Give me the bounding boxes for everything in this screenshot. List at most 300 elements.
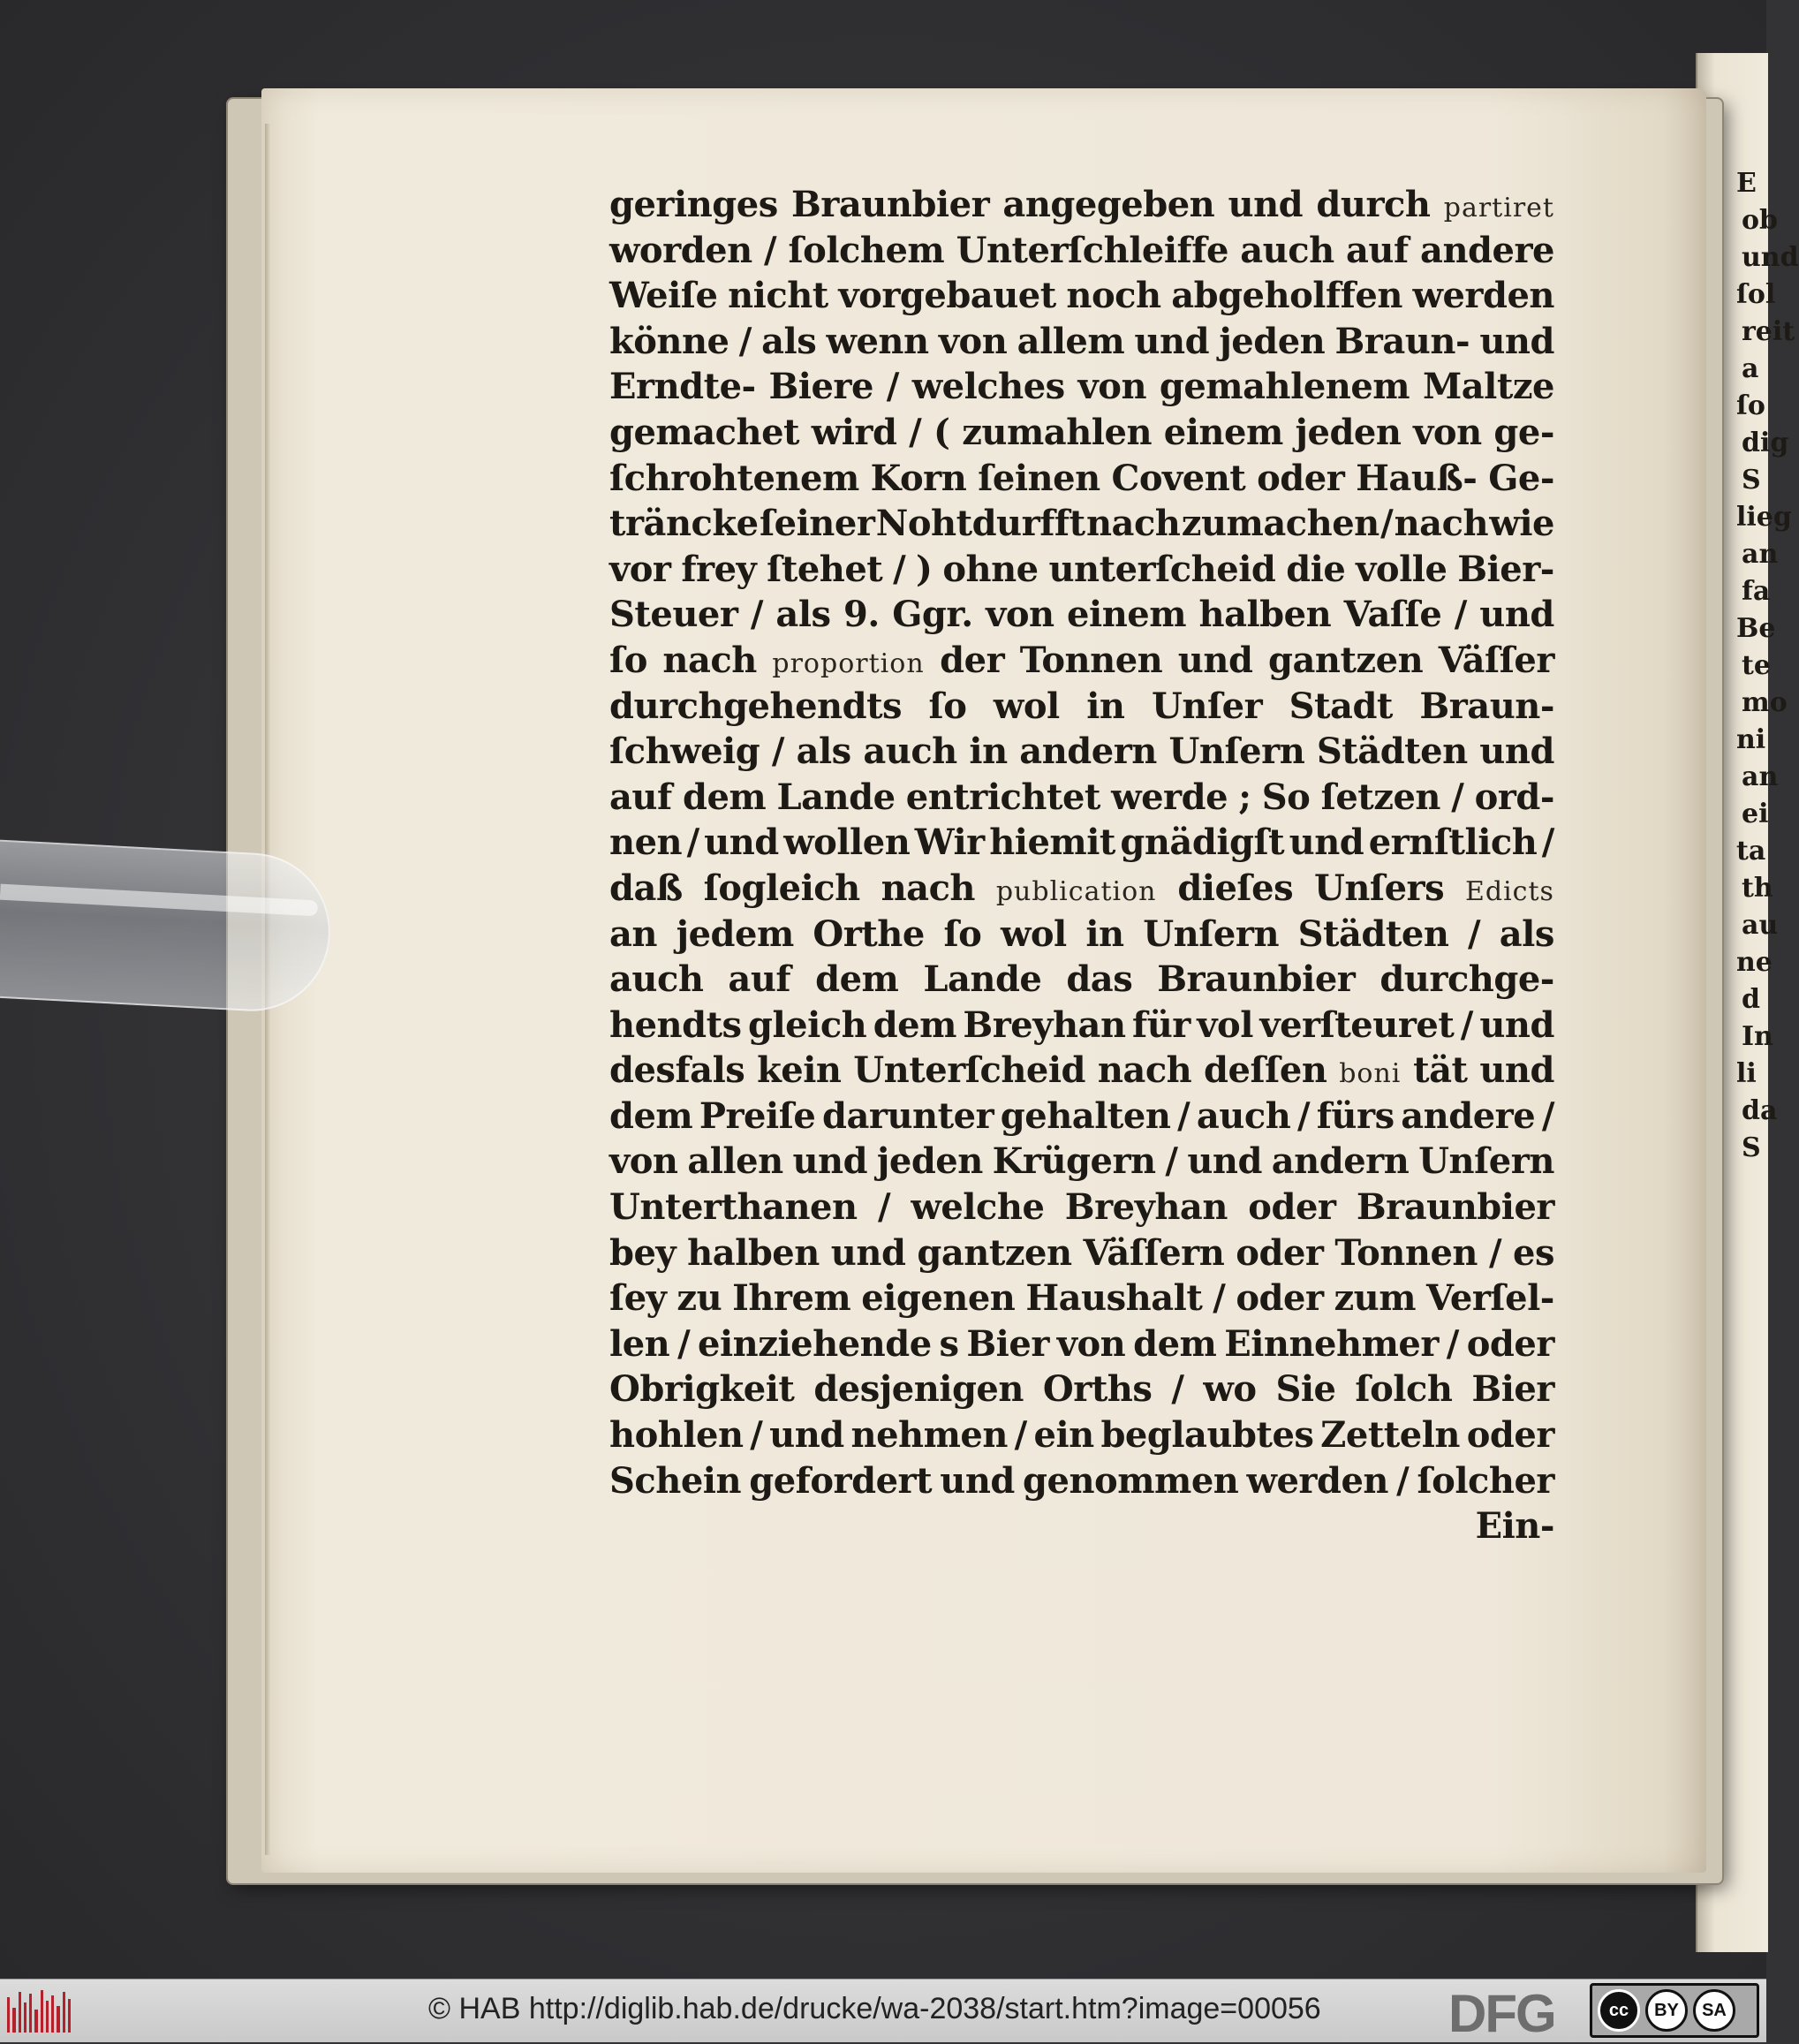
word: auf (609, 776, 672, 818)
word: Bier (966, 1322, 1049, 1365)
word: Unterſcheid (853, 1049, 1086, 1092)
word: ohne (942, 548, 1039, 590)
word: darunter (822, 1094, 994, 1137)
word: Väſſern (1083, 1231, 1225, 1274)
word: einem (1067, 594, 1187, 636)
word: durchge- (1379, 958, 1554, 1001)
word: dem (873, 1003, 956, 1046)
word: Braunbier (1157, 958, 1356, 1001)
next-page-fragment: E (1736, 168, 1757, 199)
word: ernſtlich (1368, 821, 1538, 864)
word: Steuer (609, 594, 738, 636)
word: fürs (1316, 1094, 1395, 1137)
word: von (1413, 411, 1482, 453)
text-line (609, 957, 1554, 1003)
word: / (893, 548, 906, 590)
hab-barcode-icon[interactable] (7, 1990, 71, 2033)
word: abgeholffen (1171, 275, 1402, 317)
word: ſchweig (609, 731, 760, 773)
word: oder (1466, 1414, 1554, 1457)
word: gefordert (749, 1459, 933, 1502)
word: / (1541, 1094, 1554, 1137)
word: Ihrem (732, 1277, 851, 1320)
next-page-fragment: Be (1736, 613, 1776, 644)
word: einem (1163, 411, 1283, 453)
text-line (609, 273, 1554, 319)
word: kein (757, 1049, 842, 1092)
word: wollen (783, 821, 911, 864)
next-page-fragment: an (1742, 539, 1779, 570)
word: Lande (923, 958, 1042, 1001)
word: eigenen (861, 1277, 1016, 1320)
word: gemahlenem (1159, 366, 1410, 408)
word: an (609, 912, 657, 955)
text-line (609, 364, 1554, 410)
word: auch (1196, 1094, 1291, 1137)
word: / (750, 594, 763, 636)
word: unterſcheid (1048, 548, 1276, 590)
next-page-fragment: a (1742, 353, 1759, 384)
word: in (1085, 912, 1124, 955)
next-page-fragment: au (1742, 910, 1779, 941)
word: geringes (609, 184, 778, 225)
word: wol (1000, 912, 1067, 955)
text-line (609, 1185, 1554, 1230)
text-line (609, 638, 1554, 684)
word: / (1541, 821, 1554, 864)
word: / (1380, 503, 1394, 545)
word: Verſel- (1426, 1277, 1554, 1320)
word: / (1171, 1368, 1184, 1411)
text-line (609, 1458, 1554, 1504)
word: Biere (768, 366, 873, 408)
word: frey (681, 548, 757, 590)
word: desjenigen (813, 1368, 1024, 1411)
share-alike-icon: SA (1693, 1989, 1735, 2032)
word: auf (1345, 229, 1409, 271)
word: zumahlen (962, 411, 1153, 453)
word: / (750, 1414, 763, 1457)
barcode-bar (29, 1994, 32, 2033)
word: ſchrohtenem (609, 457, 859, 499)
word: von (938, 320, 1008, 362)
word: Krügern (992, 1140, 1156, 1183)
next-page-fragment: dig (1742, 428, 1789, 458)
word: Tonnen (1019, 639, 1163, 681)
word: jeden (1219, 320, 1326, 362)
next-page-fragment: ne (1736, 947, 1773, 978)
word: ſolcher (1417, 1459, 1554, 1502)
word: jeden (876, 1140, 983, 1183)
text-line (609, 182, 1554, 228)
text-line (609, 866, 1554, 912)
barcode-bar (46, 2001, 49, 2033)
word: andere (1420, 229, 1554, 271)
word: andern (1019, 731, 1157, 773)
word: ſo (928, 685, 967, 727)
barcode-bar (68, 1999, 71, 2033)
word: len (609, 1322, 670, 1365)
latin-word: Edicts (1464, 875, 1554, 907)
barcode-bar (24, 2002, 26, 2033)
word: welche (911, 1186, 1045, 1229)
word: nen (609, 821, 683, 864)
word: träncke (609, 503, 759, 545)
word: andern (1271, 1140, 1410, 1183)
copyright-link[interactable]: © HAB http://diglib.hab.de/drucke/wa-2038/start.htm?image=00056 (428, 1992, 1321, 2025)
word: Covent (1111, 457, 1246, 499)
word: Preiſe (699, 1094, 816, 1137)
word: und (1479, 1049, 1554, 1092)
word: gehalten (1000, 1094, 1171, 1137)
word: Vaſſe (1343, 594, 1442, 636)
word: Orths (1042, 1368, 1153, 1411)
word: werde (1111, 776, 1228, 818)
word: andere (1401, 1094, 1536, 1137)
word: das (1066, 958, 1133, 1001)
text-line (609, 1139, 1554, 1185)
word: einziehende (698, 1322, 932, 1365)
next-page-fragment: fa (1742, 576, 1771, 607)
word: Orthe (813, 912, 925, 955)
text-line (609, 456, 1554, 502)
word: / (1213, 1277, 1226, 1320)
word: nehmen (850, 1414, 1008, 1457)
word: ſo (943, 912, 982, 955)
text-line (609, 501, 1554, 547)
word: Weiſe (609, 275, 718, 317)
next-page-fragment: te (1742, 650, 1771, 681)
word: / (764, 229, 777, 271)
word: Bier- (1457, 548, 1554, 590)
word: Ge- (1488, 457, 1554, 499)
word: ) (916, 548, 933, 590)
word: ein (1033, 1414, 1094, 1457)
text-line (609, 1048, 1554, 1094)
barcode-bar (19, 1992, 21, 2033)
word: allem (1017, 320, 1125, 362)
next-page-fragment: mo (1742, 687, 1788, 718)
catchword-text: Ein- (1475, 1505, 1554, 1548)
word: zu (677, 1277, 722, 1320)
word: wenn (826, 320, 929, 362)
word: als (761, 320, 817, 362)
word: noch (1066, 275, 1161, 317)
word: Bier (1471, 1368, 1554, 1411)
word: in (1086, 685, 1125, 727)
word: es (1513, 1231, 1554, 1274)
word: Unterſchleiffe (956, 229, 1228, 271)
word: s (939, 1322, 959, 1365)
word: Braun- (1419, 685, 1554, 727)
word: dem (682, 776, 767, 818)
next-page-fragment: ſol (1736, 279, 1776, 310)
barcode-bar (63, 1992, 65, 2033)
word: und (1177, 639, 1253, 681)
word: wol (993, 685, 1060, 727)
word: nach (662, 639, 757, 681)
barcode-bar (57, 2006, 59, 2033)
word: werden (1412, 275, 1554, 317)
word: und (940, 1459, 1015, 1502)
word: für (1131, 1003, 1191, 1046)
word: und (1187, 1140, 1262, 1183)
word: wird (811, 411, 897, 453)
word: gantzen (917, 1231, 1072, 1274)
text-line (609, 1366, 1554, 1412)
barcode-bar (34, 2010, 37, 2033)
word: auch (609, 958, 704, 1001)
text-line (609, 1094, 1554, 1139)
word: / (1446, 1322, 1459, 1365)
word: gnädigſt (1120, 821, 1285, 864)
word: / (1454, 594, 1467, 636)
word: durch (1316, 184, 1431, 225)
word: / (686, 821, 699, 864)
word: nach (1085, 503, 1181, 545)
word: vor (609, 548, 671, 590)
word: und (1134, 320, 1210, 362)
word: Braunbier (790, 184, 990, 225)
word: dem (1133, 1322, 1217, 1365)
word: Städten (1297, 912, 1449, 955)
word: halben (1198, 594, 1332, 636)
word: wo (1203, 1368, 1257, 1411)
next-page-fragment: li (1736, 1058, 1757, 1089)
text-line (609, 1276, 1554, 1321)
next-page-fragment: S (1742, 465, 1761, 496)
word: Breyhan (1064, 1186, 1228, 1229)
catchword (609, 1503, 1554, 1549)
text-line (609, 775, 1554, 821)
next-page-fragment: reit (1742, 316, 1795, 347)
word: Einnehmer (1224, 1322, 1439, 1365)
word: Breyhan (963, 1003, 1126, 1046)
word: Stadt (1289, 685, 1393, 727)
next-page-fragment: d (1742, 984, 1760, 1015)
word: Unterthanen (609, 1186, 858, 1229)
word: als (796, 731, 851, 773)
word: oder (1466, 1322, 1554, 1365)
next-page-fragment: ei (1742, 799, 1769, 829)
word: Unſern (1418, 1140, 1554, 1183)
word: desfals (609, 1049, 745, 1092)
word: ſo (609, 639, 647, 681)
barcode-bar (7, 1997, 10, 2033)
word: von (986, 594, 1054, 636)
word: ( (934, 411, 950, 453)
latin-word: boni (1339, 1058, 1402, 1090)
word: vorgebauet (838, 275, 1056, 317)
word: ſeinen (978, 457, 1100, 499)
word: Braunbier (1356, 1186, 1554, 1229)
word: könne (609, 320, 729, 362)
text-line (609, 319, 1554, 365)
word: und (1479, 320, 1554, 362)
word: / (1468, 912, 1481, 955)
word: auf (728, 958, 791, 1001)
word: jeden (1295, 411, 1402, 453)
word: / (1451, 776, 1464, 818)
word: von (1077, 366, 1147, 408)
word: Väſſer (1438, 639, 1554, 681)
word: in (969, 731, 1008, 773)
word: Ggr. (892, 594, 973, 636)
word: worden (609, 229, 752, 271)
word: der (940, 639, 1005, 681)
text-line (609, 410, 1554, 456)
word: oder (1257, 457, 1345, 499)
word: / (1460, 1003, 1473, 1046)
word: und (1479, 594, 1554, 636)
word: Wir (914, 821, 985, 864)
attribution-icon: BY (1645, 1989, 1688, 2032)
word: angegeben (1002, 184, 1215, 225)
word: welches (911, 366, 1065, 408)
text-line (609, 1321, 1554, 1367)
next-page-fragment: lieg (1736, 502, 1792, 533)
word: allen (687, 1140, 783, 1183)
word: daß (609, 867, 683, 909)
barcode-bar (41, 1990, 43, 2033)
word: Sie (1275, 1368, 1336, 1411)
word: und (1228, 184, 1304, 225)
next-page-fragment: ta (1736, 836, 1766, 867)
word: bey (609, 1231, 677, 1274)
word: Erndte- (609, 366, 756, 408)
word: die (1286, 548, 1346, 590)
word: ſetzen (1320, 776, 1440, 818)
word: / (1177, 1094, 1191, 1137)
word: Maltze (1422, 366, 1554, 408)
page-text (609, 182, 1554, 1549)
next-page-fragment: In (1742, 1021, 1773, 1052)
word: durchgehendts (609, 685, 903, 727)
word: / (909, 411, 922, 453)
word: als (1499, 912, 1554, 955)
word: / (1396, 1459, 1410, 1502)
word: von (1056, 1322, 1126, 1365)
word: ſolchem (788, 229, 945, 271)
word: oder (1248, 1186, 1336, 1229)
word: Braun- (1334, 320, 1470, 362)
word: dem (815, 958, 899, 1001)
word: dieſes (1177, 867, 1294, 909)
word: hendts (609, 1003, 742, 1046)
text-line (609, 729, 1554, 775)
word: oder (1236, 1231, 1324, 1274)
word: auch (1240, 229, 1334, 271)
word: nicht (728, 275, 828, 317)
word: oder (1236, 1277, 1324, 1320)
word: / (877, 1186, 891, 1229)
word: wie (1489, 503, 1554, 545)
word: ; (1238, 776, 1251, 818)
word: auch (863, 731, 957, 773)
word: Schein (609, 1459, 742, 1502)
next-page-fragment: an (1742, 761, 1779, 792)
word: / (1296, 1094, 1311, 1137)
word: beglaubtes (1100, 1414, 1314, 1457)
word: Unſern (1168, 731, 1305, 773)
word: / (1014, 1414, 1027, 1457)
word: Haushalt (1025, 1277, 1203, 1320)
barcode-bar (51, 1995, 54, 2033)
word: / (738, 320, 752, 362)
viewer-footer (0, 1979, 1766, 2042)
glass-clip (0, 839, 334, 1015)
next-page-fragment: und (1742, 242, 1799, 273)
text-line (609, 547, 1554, 593)
word: / (677, 1322, 691, 1365)
word: ſeiner (759, 503, 875, 545)
text-line (609, 228, 1554, 274)
word: ſtehet (767, 548, 883, 590)
word: Unſers (1313, 867, 1445, 909)
dfg-logo[interactable]: DFG (1448, 1984, 1555, 2043)
word: Zetteln (1320, 1414, 1460, 1457)
word: ge- (1493, 411, 1554, 453)
text-line (609, 684, 1554, 730)
word: ord- (1474, 776, 1554, 818)
word: Tonnen (1334, 1231, 1478, 1274)
word: Lande (776, 776, 896, 818)
word: Nohtdurfft (875, 503, 1085, 545)
word: Obrigkeit (609, 1368, 795, 1411)
next-page-fragment: ni (1736, 724, 1766, 755)
text-line (609, 1230, 1554, 1276)
word: ſogleich (703, 867, 860, 909)
latin-word: proportion (772, 647, 925, 679)
word: nach (1394, 503, 1489, 545)
text-line (609, 1003, 1554, 1048)
word: ſey (609, 1277, 667, 1320)
word: tät (1413, 1049, 1468, 1092)
word: zum (1334, 1277, 1417, 1320)
word: halben (687, 1231, 820, 1274)
word: als (775, 594, 831, 636)
creative-commons-badge[interactable] (1590, 1983, 1759, 2038)
word: Korn (870, 457, 967, 499)
word: / (886, 366, 899, 408)
word: genommen (1023, 1459, 1239, 1502)
word: nach (881, 867, 976, 909)
word: Hauß- (1356, 457, 1478, 499)
text-line (609, 912, 1554, 958)
word: und (1289, 821, 1364, 864)
word: entrichtet (905, 776, 1100, 818)
text-line (609, 592, 1554, 638)
next-page-fragment: th (1742, 873, 1773, 904)
word: und (769, 1414, 844, 1457)
next-page-fragment: ob (1742, 205, 1778, 236)
word: / (771, 731, 784, 773)
next-page-fragment: da (1742, 1095, 1778, 1126)
word: / (1165, 1140, 1178, 1183)
word: gleich (748, 1003, 867, 1046)
word: gemachet (609, 411, 800, 453)
word: nach (1097, 1049, 1192, 1092)
word: hiemit (989, 821, 1115, 864)
word: 9. (843, 594, 880, 636)
word: volle (1356, 548, 1448, 590)
word: gantzen (1267, 639, 1424, 681)
word: werden (1246, 1459, 1389, 1502)
word: ſolch (1355, 1368, 1453, 1411)
word: und (792, 1140, 868, 1183)
word: Unſer (1151, 685, 1263, 727)
word: und (704, 821, 779, 864)
